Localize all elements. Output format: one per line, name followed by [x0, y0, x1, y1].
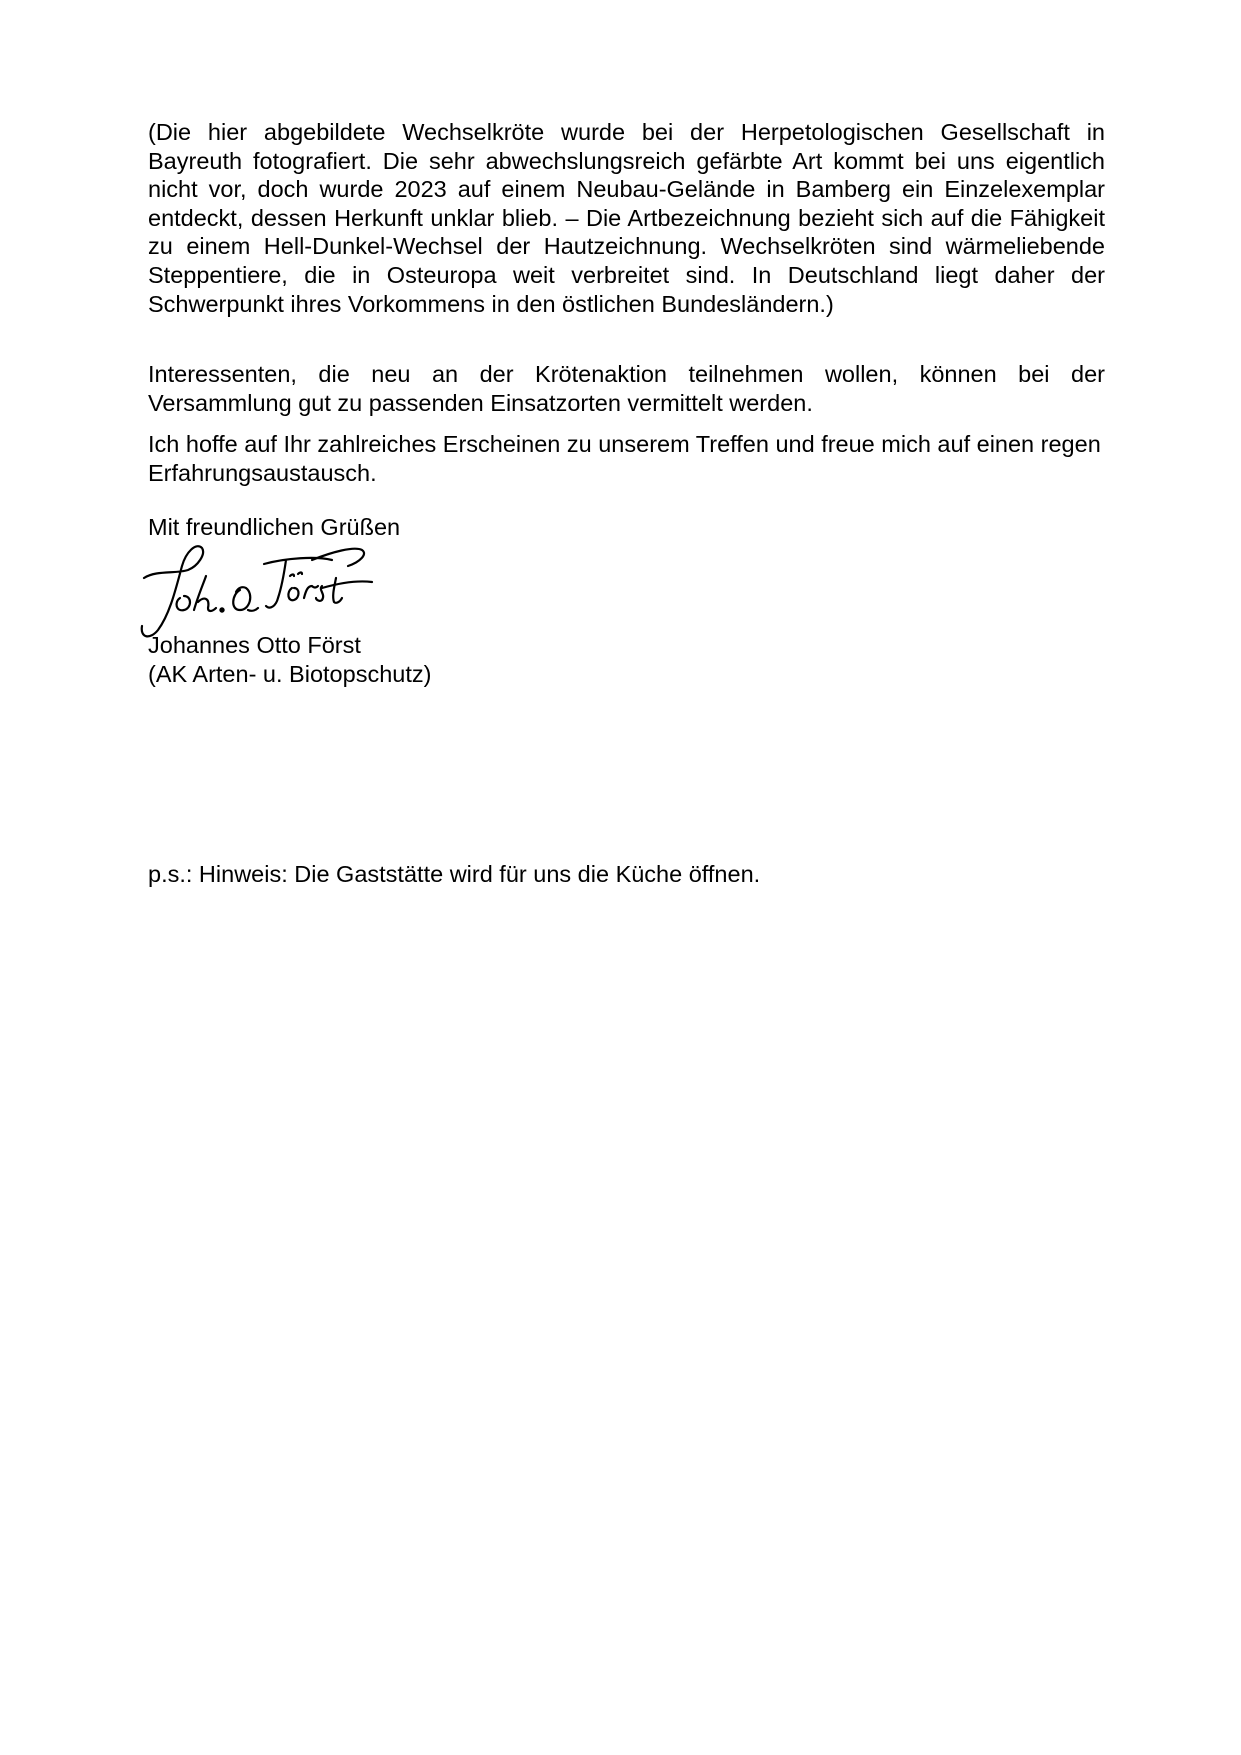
signer-name: Johannes Otto Först [148, 632, 361, 658]
paragraph-interessenten: Interessenten, die neu an der Krötenaktion teilnehmen wollen, können bei der Versammlung gut zu passenden Einsatzorten vermittelt werden. [148, 361, 1105, 416]
ps-note: p.s.: Hinweis: Die Gaststätte wird für uns die Küche öffnen. [148, 861, 761, 887]
paragraph-wechselkroete: (Die hier abgebildete Wechselkröte wurde bei der Herpetologischen Gesellschaft in Bayreuth fotografiert. Die sehr abwechslungsreich gefärbte Art kommt bei uns eigentlich nicht vor, doch wurde 2023 auf einem Neubau-Gelände in Bamberg ein Einzelexemplar entdeckt, dessen Herkunft unklar blieb. – Die Artbezeichnung bezieht sich auf die Fähigkeit zu einem Hell-Dunkel-Wechsel der Hautzeichnung. Wechselkröten sind wärmeliebende Steppentiere, die in Osteuropa weit verbreitet sind. In Deutschland liegt daher der Schwerpunkt ihres Vorkommens in den östlichen Bundesländern.) [148, 119, 1105, 317]
closing-greeting: Mit freundlichen Grüßen [148, 514, 401, 540]
paragraph-treffen: Ich hoffe auf Ihr zahlreiches Erscheinen zu unserem Treffen und freue mich auf einen regen Erfahrungsaustausch. [148, 431, 1101, 486]
signer-group: (AK Arten- u. Biotopschutz) [148, 661, 432, 687]
